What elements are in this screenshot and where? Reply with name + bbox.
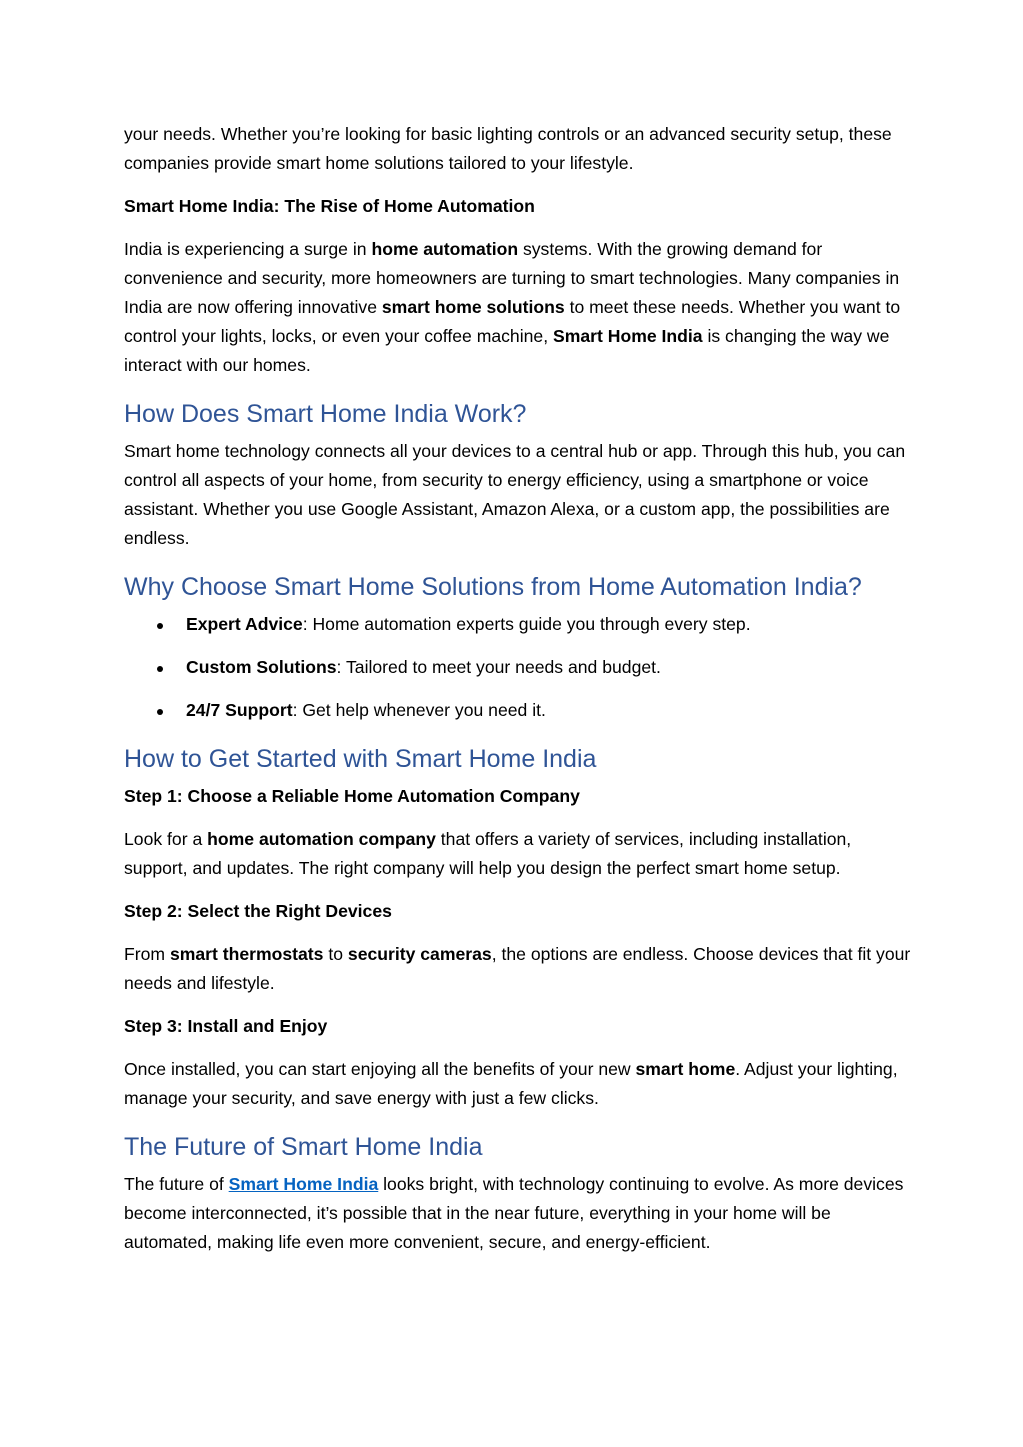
why-choose-heading: Why Choose Smart Home Solutions from Home Automation India? bbox=[124, 573, 862, 601]
intro-paragraph: your needs. Whether you’re looking for basic lighting controls or an advanced security setup, these companies provide smart home solutions tailored to your lifestyle. bbox=[124, 124, 892, 173]
future-paragraph: The future of Smart Home India looks bright, with technology continuing to evolve. As more devices become interconnected, it’s possible that in the near future, everything in your home will be automated, making life even more convenient, secure, and energy-efficient. bbox=[124, 1174, 904, 1252]
bullet-icon bbox=[157, 709, 163, 715]
step3-paragraph: Once installed, you can start enjoying all the benefits of your new smart home. Adjust your lighting, manage your security, and save energy with just a few clicks. bbox=[124, 1059, 898, 1108]
list-item: Custom Solutions: Tailored to meet your needs and budget. bbox=[124, 653, 914, 682]
list-item: Expert Advice: Home automation experts guide you through every step. bbox=[124, 610, 914, 639]
why-choose-list bbox=[124, 610, 914, 725]
smart-home-india-link[interactable]: Smart Home India bbox=[228, 1174, 379, 1194]
how-work-heading: How Does Smart Home India Work? bbox=[124, 400, 527, 428]
get-started-heading: How to Get Started with Smart Home India bbox=[124, 745, 597, 773]
rise-paragraph: India is experiencing a surge in home automation systems. With the growing demand for convenience and security, more homeowners are turning to smart technologies. Many companies in India are now offering innovative smart home solutions to meet these needs. Whether you want to control your lights, locks, or even your coffee machine, Smart Home India is changing the way we interact with our homes. bbox=[124, 239, 901, 375]
list-item: 24/7 Support: Get help whenever you need it. bbox=[124, 696, 914, 725]
document-page bbox=[124, 120, 914, 1271]
step2-paragraph: From smart thermostats to security cameras, the options are endless. Choose devices that fit your needs and lifestyle. bbox=[124, 944, 911, 993]
step3-heading: Step 3: Install and Enjoy bbox=[124, 1016, 328, 1036]
step1-paragraph: Look for a home automation company that offers a variety of services, including installation, support, and updates. The right company will help you design the perfect smart home setup. bbox=[124, 829, 852, 878]
bullet-icon bbox=[157, 623, 163, 629]
rise-subheading: Smart Home India: The Rise of Home Automation bbox=[124, 196, 535, 216]
future-heading: The Future of Smart Home India bbox=[124, 1133, 483, 1161]
how-work-paragraph: Smart home technology connects all your devices to a central hub or app. Through this hub, you can control all aspects of your home, from security to energy efficiency, using a smartphone or voice assistant. Whether you use Google Assistant, Amazon Alexa, or a custom app, the possibilities are endless. bbox=[124, 441, 906, 548]
step2-heading: Step 2: Select the Right Devices bbox=[124, 901, 392, 921]
step1-heading: Step 1: Choose a Reliable Home Automation Company bbox=[124, 786, 580, 806]
bullet-icon bbox=[157, 666, 163, 672]
